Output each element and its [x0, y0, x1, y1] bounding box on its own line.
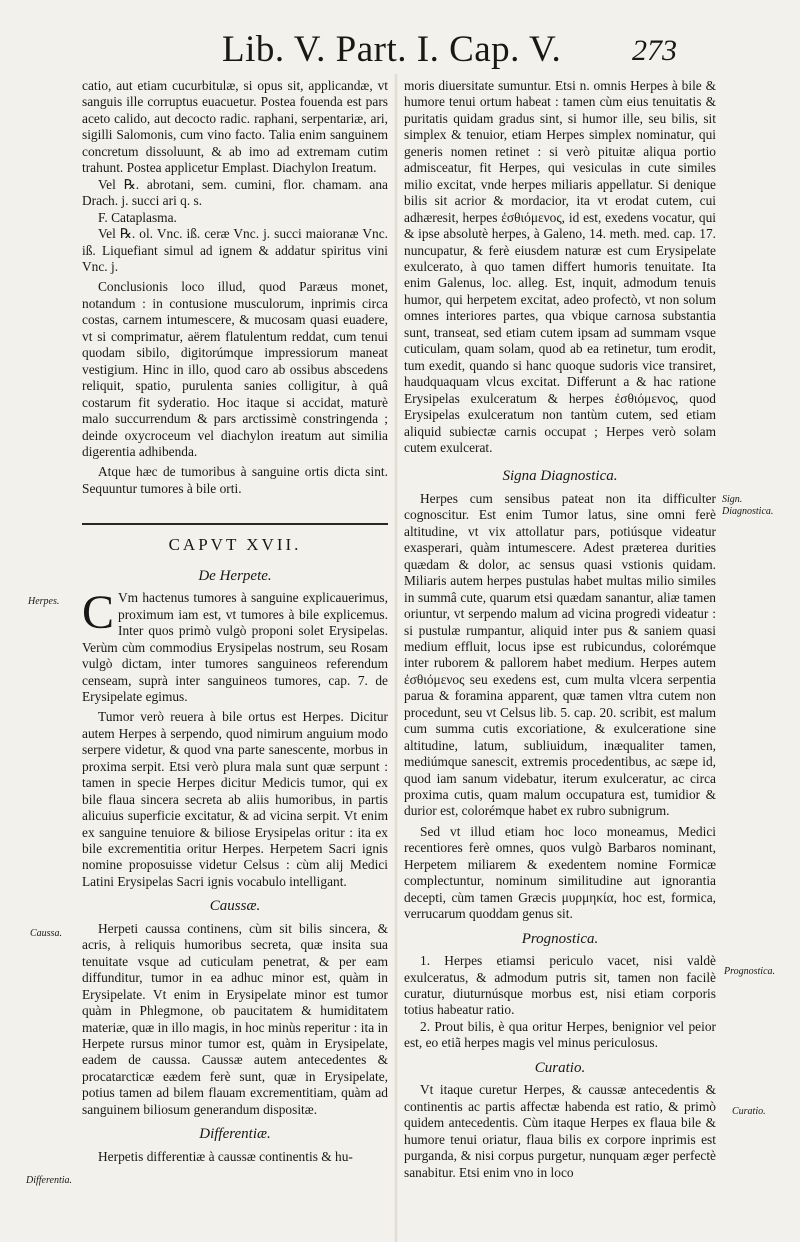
- section-heading: Caussæ.: [209, 898, 261, 915]
- paragraph: Sed vt illud etiam hoc loco moneamus, Medici recentiores ferè omnes, quos vulgò Barbaros nominant, Herpetem miliarem & exedentem nomine Formicæ complectuntur, nominum similitudine aut ignorantia decepti, cùm tamen Græcis μυρμηκία, hoc est, formica, verrucarum quoddam genus sit.: [404, 823, 716, 922]
- drop-cap: C: [82, 586, 115, 640]
- margin-note-herpes: Herpes.: [28, 596, 60, 607]
- paragraph: 2. Prout bilis, è qua oritur Herpes, benignior vel peior est, eo etiã herpes magis vel minus periculosus.: [404, 1018, 716, 1051]
- column-gutter: [394, 74, 398, 1242]
- paragraph: Herpetis differentiæ à caussæ continentis & hu-: [98, 1148, 353, 1164]
- margin-note-prognostica: Prognostica.: [724, 966, 776, 977]
- section-heading: Signa Diagnostica.: [502, 468, 618, 485]
- paragraph: Herpeti caussa continens, cùm sit bilis sincera, & acris, à reliquis humoribus secreta, quæ insita sua tenuitate vsque ad cuticulam penetrat, & per eam diffunditur, tumor in ea adhuc minor est, quàm in Erysipelate. Vt enim in Erysipelate minor est tumor quàm in Phlegmone, ob paucitatem & humiditatem materiæ, quæ in illo magis, in hoc minùs reperitur : ita in Herpete rursus minor tumor est, quàm in Erysipelate, eadem de caussa. Caussæ autem antecedentes & procatarcticæ eædem ferè sunt, quæ in Erysipelate, potius tamen ad bilem flauam excrementitiam, quàm ad sanguinem biliosum generandum dispositæ.: [82, 920, 388, 1117]
- section-rule: [82, 523, 388, 525]
- prescription: Vel ℞. ol. Vnc. iß. ceræ Vnc. j. succi maioranæ Vnc. iß. Liquefiant simul ad ignem & addatur spiritus vini Vnc. j.: [82, 226, 388, 274]
- paragraph-text: Vm hactenus tumores à sanguine explicauerimus, proximum iam est, vt tumores à bile explicemus. Inter quos primò vulgò proponi solet Erysipelas. Verùm cùm commodius Erysipelas nostrum, seu Rosam vulgò dictam, inter tumores sanguineos referendum censeam, suprà inter sanguineos tumores, cap. 7. de Erysipelate egimus.: [82, 590, 388, 704]
- margin-note-sign-diagnostica: Sign. Diagnostica.: [722, 494, 774, 517]
- paragraph: Vt itaque curetur Herpes, & caussæ antecedentis & continentis ac partis affectæ habenda est ratio, & primò quidem antecedentis. Cùm itaque Herpes ex flaua bile & humore tenui oriatur, flaua bilis ex corpore inprimis est purganda, & nisi corpus purgetur, nunquam æger perfectè sanabitur. Etsi enim vno in loco: [404, 1082, 716, 1180]
- paragraph: [82, 586, 388, 705]
- paragraph: Atque hæc de tumoribus à sanguine ortis dicta sint. Sequuntur tumores à bile orti.: [82, 464, 388, 496]
- margin-note-caussa: Caussa.: [30, 928, 62, 939]
- section-heading: Differentiæ.: [199, 1126, 271, 1143]
- right-column: [404, 78, 716, 1181]
- prescription-label: F. Cataplasma.: [98, 209, 177, 225]
- prescription: Vel ℞. abrotani, sem. cumini, flor. chamam. ana Drach. j. succi ari q. s.: [82, 176, 388, 209]
- chapter-title: CAPVT XVII.: [168, 535, 302, 555]
- section-heading: De Herpete.: [198, 567, 272, 584]
- margin-note-curatio: Curatio.: [732, 1106, 766, 1117]
- margin-note-differentia: Differentia.: [26, 1175, 73, 1186]
- section-heading: Prognostica.: [521, 930, 599, 947]
- paragraph: catio, aut etiam cucurbitulæ, si opus sit, applicandæ, vt sanguis ille corruptus euacuetur. Postea fouenda est pars aceto calido, aut decocto radic. raphani, serpentariæ, ari, sigilli Salomonis, cum vino facto. Talia enim sanguinem concretum dissoluunt, & ab imo ad extremam cutim trahunt. Postea applicetur Emplast. Diachylon Ireatum.: [82, 78, 388, 176]
- paragraph: Herpes cum sensibus pateat non ita difficulter cognoscitur. Est enim Tumor latus, sine omni ferè altitudine, vt vix attollatur pars, potiúsque videatur exasperari, quàm intumescere. Adest præterea durities quædam & dolor, ac sensus quasi vstionis quidam. Miliaris autem herpes pustulas habet multas milio similes in summâ cute, quarum etsi quædam sanantur, aliæ tamen oriuntur, vt serpendo malum ad vicina progredi videatur : si pustulæ rumpantur, aliquid inter pus & saniem quasi medium effluit, locus ipse est rubicundus, colorémque inter ruborem & pallorem habet medium. Herpes autem ἐσθιόμενος seu exedens est, cum multa vlcera serpentia parua & foramina apparent, quæ tamen vltra cutem non procedunt, seu vt Celsus lib. 5. cap. 20. scribit, est malum cum summa cutis excoriatione, & exulceratione sine altitudine, latum, subliuidum, inæqualiter tamen, mediúmque sanescit, extremis procedentibus, ac sæpe id, quod iam sanum videbatur, iterum exulceratur, ac circa proxima cutis, quam malum occupatura est, tumidior & durior est, colorémque habet ex rubro subnigrum.: [404, 490, 716, 819]
- paragraph: Tumor verò reuera à bile ortus est Herpes. Dicitur autem Herpes à serpendo, quod nimirum anguium modo serpere videtur, & quod vna parte sanescente, morbus in proxima serpit. Etsi verò plura mala sunt quæ serpunt : tamen in specie Herpes dicitur Medicis tumor, qui ex bile flaua sincera secreta ab aliis humoribus, in partis alicuius superficie excitatur, & ad vicina serpit. Vt enim ex sanguine tenuiore & biliose Erysipelas oritur : ita ex bile excrementitia oritur Herpes. Herpetem Sacri ignis nomine proposuisse videtur Celsus : cùm alij Medici Latini Erysipelas Sacri ignis vocabulo intelligant.: [82, 709, 388, 889]
- paragraph: Conclusionis loco illud, quod Paræus monet, notandum : in contusione musculorum, inprimis circa costas, carnem intumescere, & mucosam quasi euadere, vt si comprimatur, aërem flatulentum reddat, cum tenui quodam sibilo, digitorúmque impressiorum maneat vestigium. Hinc in illo, quod caro ab ossibus abscedens reliquit, spatio, purulenta sanies colligitur, à quâ costarum fit syderatio. Hoc itaque si accidat, maturè malo succurrendum & pars arctissimè constringenda ; deinde oxycroceum vel diachylon ireatum aut similia digerentia adhibenda.: [82, 279, 388, 459]
- running-title: Lib. V. Part. I. Cap. V.: [222, 29, 562, 70]
- section-heading: Curatio.: [534, 1059, 586, 1076]
- left-column: [82, 78, 388, 1165]
- paragraph: 1. Herpes etiamsi periculo vacet, nisi valdè exulceratus, & admodum putris sit, tamen non facilè curatur, diuturnúsque morbus est, nisi etiam corporis totius habeatur ratio.: [404, 953, 716, 1018]
- paragraph: moris diuersitate sumuntur. Etsi n. omnis Herpes à bile & humore tenui ortum habeat : tamen cùm eius tenuitatis & puritatis quidam gradus sint, si humor ille, seu bilis, sit simplex & tenuior, etiam Herpes simplex nominatur, qui generis nomen retinet : si verò pituitæ aliqua portio admisceatur, fit Herpes, qui vesiculas in cute similes milio excitat, vnde herpes miliaris appellatur. Si denique bilis sit acrior & mordacior, ita vt erodat cutem, cui adhæresit, herpes ἐσθιόμενος, id est, exedens vocatur, qui & ipse absolutè herpes, à Galeno, 14. meth. med. cap. 17. nuncupatur, & ferè eiusdem naturæ est cum Erysipelate exulcerato, à quo tamen differt humoris tenuitate. Ita enim Galenus, loc. alleg. Est, inquit, admodum tenuis humor, qui herpetem excitat, adeo profectò, vt non solum omnes interiores partes, qua vbique carnosa substantia sunt, transeat, sed etiam cutem ipsam ad summam vsque cuticulam, quam solam, quod ab ea retinetur, tum erodit, tum exedit, quando si hanc quoque sudoris vice transiret, haudquaquam vlcus excitat. Differunt a & hac ratione Erysipelas exulceratum & herpes ἐσθιόμενος, quod Erysipelas exulceratum non tantùm cutem, sed etiam aliquid subiectæ carnis occupat ; Herpes verò solam cutem exulcerat.: [404, 78, 716, 455]
- page-header: [0, 28, 800, 74]
- page-number: 273: [632, 34, 677, 67]
